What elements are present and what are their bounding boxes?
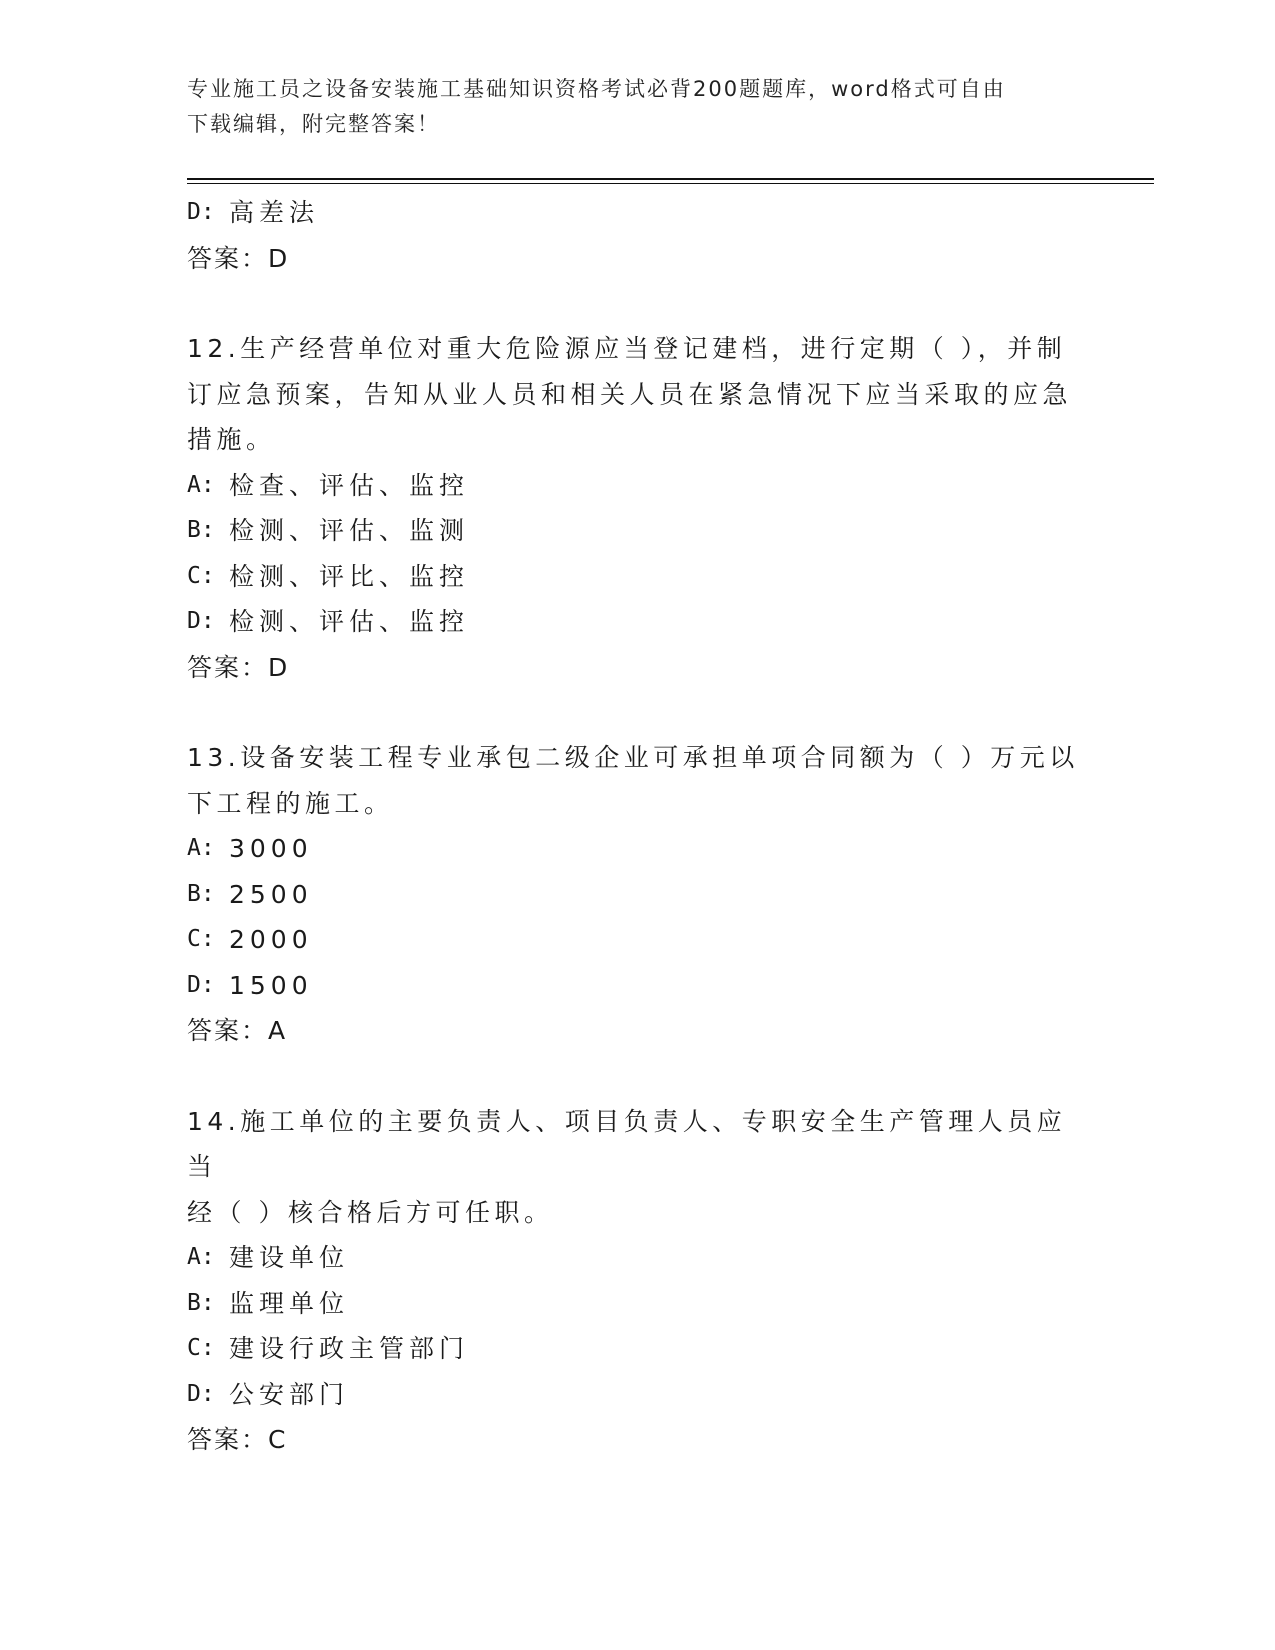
option-text: 2500	[229, 879, 313, 909]
option-c	[187, 1326, 1087, 1372]
option-text: 1500	[229, 970, 313, 1000]
spacer	[187, 1054, 1087, 1099]
prev-option-d	[187, 190, 1087, 236]
question-12	[187, 326, 1087, 690]
question-13	[187, 735, 1087, 1054]
option-text: 监理单位	[229, 1288, 350, 1318]
question-stem-line: 措施。	[187, 425, 276, 454]
answer-line: 答案：D	[187, 652, 290, 682]
header-rule-thin	[187, 183, 1154, 184]
option-d	[187, 963, 1087, 1009]
option-key: B:	[187, 880, 215, 907]
option-key: B:	[187, 1289, 215, 1316]
question-stem-line: 14.施工单位的主要负责人、项目负责人、专职安全生产管理人员应当	[187, 1106, 1067, 1181]
answer-line: 答案：A	[187, 1016, 288, 1045]
option-d	[187, 1372, 1087, 1418]
spacer	[187, 690, 1087, 735]
option-key: A:	[187, 471, 215, 498]
option-key: B:	[187, 517, 215, 543]
question-stem-line: 12.生产经营单位对重大危险源应当登记建档，进行定期（ ），并制	[187, 334, 1067, 363]
question-stem-line: 订应急预案，告知从业人员和相关人员在紧急情况下应当采取的应急	[187, 379, 1073, 409]
option-text: 公安部门	[229, 1379, 350, 1409]
question-content	[187, 190, 1087, 1463]
question-14	[187, 1099, 1087, 1463]
option-text: 3000	[229, 834, 313, 863]
prev-answer: 答案：D	[187, 243, 290, 273]
option-text: 检测、评估、监测	[229, 516, 470, 545]
option-b	[187, 508, 1087, 554]
option-b	[187, 1281, 1087, 1327]
option-key: A:	[187, 835, 215, 861]
option-key: D:	[187, 199, 215, 225]
header-line-1: 专业施工员之设备安装施工基础知识资格考试必背200题题库，word格式可自由	[187, 77, 1006, 101]
option-text: 高差法	[229, 198, 320, 227]
option-text: 2000	[229, 925, 313, 954]
option-a	[187, 463, 1087, 509]
header-line-2: 下载编辑，附完整答案！	[187, 112, 440, 136]
option-b	[187, 872, 1087, 918]
option-text: 建设单位	[229, 1243, 350, 1272]
option-text: 建设行政主管部门	[229, 1334, 470, 1363]
option-key: C:	[187, 926, 215, 952]
option-key: D:	[187, 1380, 215, 1407]
header-rule-thick	[187, 178, 1154, 180]
answer-line: 答案：C	[187, 1425, 288, 1454]
question-stem-line: 下工程的施工。	[187, 788, 394, 818]
option-a	[187, 826, 1087, 872]
question-stem-line: 13.设备安装工程专业承包二级企业可承担单项合同额为（ ）万元以	[187, 743, 1079, 772]
option-text: 检测、评比、监控	[229, 561, 470, 591]
spacer	[187, 281, 1087, 326]
option-text: 检测、评估、监控	[229, 607, 470, 636]
option-key: D:	[187, 971, 215, 998]
option-key: D:	[187, 608, 215, 634]
option-text: 检查、评估、监控	[229, 470, 470, 500]
option-d	[187, 599, 1087, 645]
option-c	[187, 917, 1087, 963]
page-header	[187, 72, 1067, 142]
option-key: C:	[187, 562, 215, 589]
option-c	[187, 554, 1087, 600]
option-key: A:	[187, 1244, 215, 1270]
question-stem-line: 经（ ）核合格后方可任职。	[187, 1197, 554, 1227]
option-key: C:	[187, 1335, 215, 1361]
option-a	[187, 1235, 1087, 1281]
